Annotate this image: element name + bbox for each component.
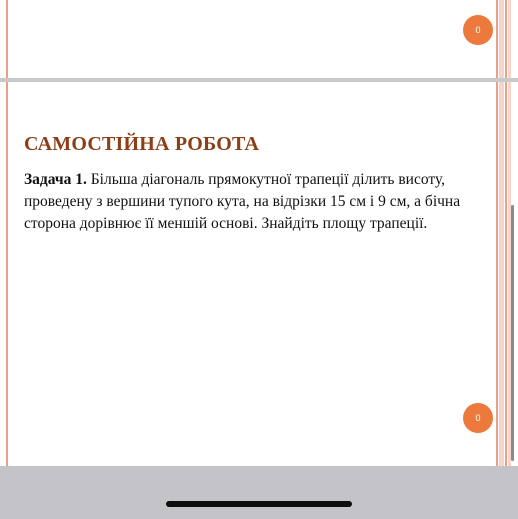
slide-number-badge: 0 — [463, 15, 493, 45]
slide-right-band — [499, 82, 504, 466]
slide-title: САМОСТІЙНА РОБОТА — [24, 133, 260, 155]
slide-right-band — [508, 0, 511, 78]
slide-left-border — [6, 82, 8, 466]
slide-left-border — [6, 0, 8, 78]
task-paragraph — [24, 169, 490, 235]
task-label: Задача 1. — [24, 171, 87, 188]
slide-right-border — [505, 82, 507, 466]
slide-right-band — [499, 0, 504, 78]
slide-previous — [0, 0, 518, 78]
slide-number-badge: 0 — [463, 403, 493, 433]
bottom-bar — [0, 466, 518, 519]
home-indicator[interactable] — [166, 501, 352, 507]
task-text: Більша діагональ прямокутної трапеції ділить висоту, проведену з вершини тупого кута, на відрізки 15 см і 9 см, а бічна сторона дорівнює її меншій основі. Знайдіть площу трапеції. — [24, 171, 461, 232]
slide-right-border — [496, 82, 498, 466]
slide-right-border — [496, 0, 498, 78]
vertical-scrollbar[interactable] — [511, 205, 514, 461]
slide-current — [0, 82, 518, 466]
slide-right-border — [505, 0, 507, 78]
